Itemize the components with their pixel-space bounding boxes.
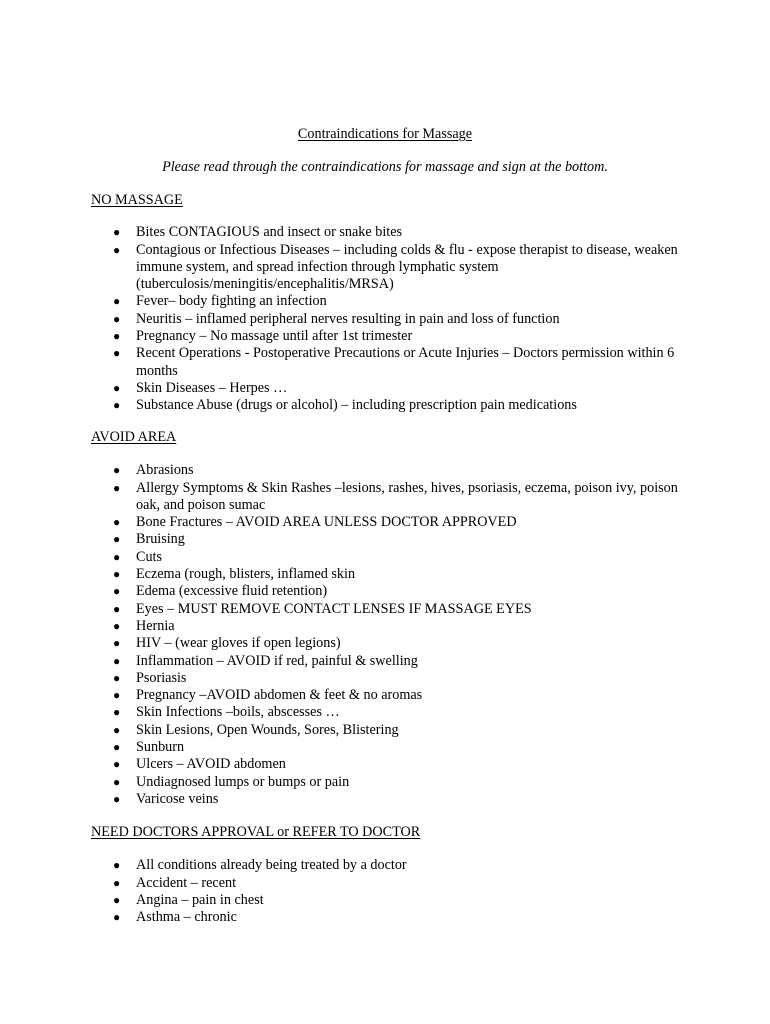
bullet-icon: ● (113, 294, 121, 309)
section-heading: AVOID AREA (91, 429, 177, 445)
list-item (91, 380, 681, 397)
bullet-icon: ● (113, 791, 121, 806)
list-item (91, 242, 681, 294)
list-item-text: Cuts (136, 548, 163, 565)
list-item-text: Contagious or Infectious Diseases – including colds & flu - expose therapist to disease, weaken immune system, and spread infection through lymphatic system (tuberculosis/meningitis/encephalitis/MRSA) (136, 241, 678, 293)
list-item-text: Substance Abuse (drugs or alcohol) – including prescription pain medications (136, 397, 577, 414)
list-item (91, 311, 681, 328)
list-item (91, 328, 681, 345)
list-item-text: Recent Operations - Postoperative Precautions or Acute Injuries – Doctors permission within 6 months (136, 345, 675, 379)
bullet-icon: ● (113, 329, 121, 344)
list-item-text: All conditions already being treated by a doctor (136, 857, 407, 874)
list-item-text: Pregnancy –AVOID abdomen & feet & no aromas (136, 687, 423, 704)
section-heading: NEED DOCTORS APPROVAL or REFER TO DOCTOR (91, 824, 421, 840)
list-item-text: Inflammation – AVOID if red, painful & swelling (136, 652, 418, 669)
bullet-icon: ● (113, 636, 121, 651)
bullet-icon: ● (113, 618, 121, 633)
bullet-icon: ● (113, 910, 121, 925)
bullet-icon: ● (113, 398, 121, 413)
list-item (91, 722, 681, 739)
list-item (91, 549, 681, 566)
bullet-icon: ● (113, 549, 121, 564)
list-item (91, 397, 681, 414)
list-item (91, 531, 681, 548)
section-need-doctors-approval (91, 824, 681, 926)
list-item (91, 583, 681, 600)
list-item (91, 791, 681, 808)
list-item-text: Hernia (136, 617, 175, 634)
bullet-icon: ● (113, 875, 121, 890)
bullet-icon: ● (113, 705, 121, 720)
list-item-text: Bites CONTAGIOUS and insect or snake bites (136, 224, 403, 241)
bullet-icon: ● (113, 480, 121, 495)
bullet-icon: ● (113, 688, 121, 703)
list-item-text: Edema (excessive fluid retention) (136, 583, 328, 600)
list-item (91, 875, 681, 892)
bullet-icon: ● (113, 463, 121, 478)
list-item (91, 739, 681, 756)
list-item (91, 635, 681, 652)
list-item (91, 293, 681, 310)
list-item (91, 704, 681, 721)
bullet-icon: ● (113, 225, 121, 240)
bullet-icon: ● (113, 584, 121, 599)
bullet-icon: ● (113, 858, 121, 873)
list-item (91, 514, 681, 531)
document-title: Contraindications for Massage (297, 126, 473, 142)
bullet-icon: ● (113, 601, 121, 616)
list-item (91, 756, 681, 773)
list-item (91, 687, 681, 704)
bullet-icon: ● (113, 653, 121, 668)
list-item (91, 857, 681, 874)
list-item-text: Bruising (136, 531, 185, 548)
list-item (91, 618, 681, 635)
document-instructions: Please read through the contraindications for massage and sign at the bottom. (162, 159, 608, 175)
list-item-text: Allergy Symptoms & Skin Rashes –lesions, rashes, hives, psoriasis, eczema, poison ivy, poison oak, and poison sumac (136, 479, 678, 513)
list-item (91, 653, 681, 670)
bullet-icon: ● (113, 567, 121, 582)
list-item (91, 224, 681, 241)
bullet-icon: ● (113, 346, 121, 361)
list-item-text: Psoriasis (136, 669, 187, 686)
bullet-icon: ● (113, 892, 121, 907)
list-item-text: Abrasions (136, 462, 194, 479)
list-item (91, 909, 681, 926)
list-item-text: Undiagnosed lumps or bumps or pain (136, 773, 350, 790)
list-item-text: Eyes – MUST REMOVE CONTACT LENSES IF MASSAGE EYES (136, 600, 532, 617)
list-item (91, 774, 681, 791)
list-item-text: Sunburn (136, 739, 185, 756)
bullet-icon: ● (113, 532, 121, 547)
list-item-text: Neuritis – inflamed peripheral nerves resulting in pain and loss of function (136, 310, 560, 327)
bullet-icon: ● (113, 242, 121, 257)
list-item-text: Skin Infections –boils, abscesses … (136, 704, 340, 721)
list-item-text: Eczema (rough, blisters, inflamed skin (136, 566, 356, 583)
bullet-icon: ● (113, 757, 121, 772)
list-item-text: Bone Fractures – AVOID AREA UNLESS DOCTOR APPROVED (136, 514, 517, 531)
list-item (91, 601, 681, 618)
bullet-icon: ● (113, 722, 121, 737)
list-item (91, 892, 681, 909)
section-heading: NO MASSAGE (91, 192, 183, 208)
list-item-text: Ulcers – AVOID abdomen (136, 756, 286, 773)
bullet-list (91, 462, 681, 808)
list-item-text: HIV – (wear gloves if open legions) (136, 635, 341, 652)
bullet-icon: ● (113, 515, 121, 530)
bullet-icon: ● (113, 774, 121, 789)
bullet-icon: ● (113, 311, 121, 326)
section-avoid-area (91, 429, 681, 808)
list-item-text: Asthma – chronic (136, 909, 237, 926)
bullet-list (91, 224, 681, 414)
list-item (91, 480, 681, 515)
list-item-text: Skin Diseases – Herpes … (136, 379, 288, 396)
list-item (91, 462, 681, 479)
bullet-icon: ● (113, 740, 121, 755)
list-item (91, 345, 681, 380)
list-item-text: Varicose veins (136, 790, 219, 807)
list-item (91, 566, 681, 583)
list-item-text: Fever– body fighting an infection (136, 293, 327, 310)
list-item-text: Pregnancy – No massage until after 1st trimester (136, 328, 413, 345)
section-no-massage (91, 192, 681, 415)
list-item-text: Angina – pain in chest (136, 891, 264, 908)
bullet-icon: ● (113, 380, 121, 395)
list-item-text: Skin Lesions, Open Wounds, Sores, Blistering (136, 721, 399, 738)
bullet-icon: ● (113, 670, 121, 685)
bullet-list (91, 857, 681, 926)
list-item-text: Accident – recent (136, 874, 237, 891)
list-item (91, 670, 681, 687)
